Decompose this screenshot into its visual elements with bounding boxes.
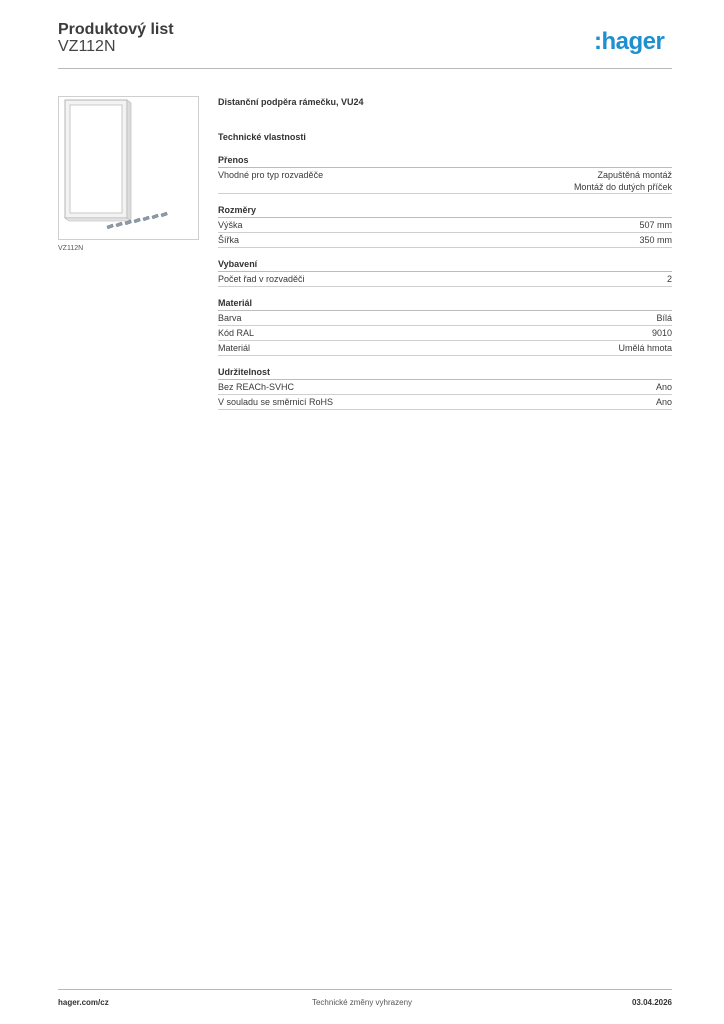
page-title: Produktový list bbox=[58, 21, 174, 38]
spec-row bbox=[218, 380, 672, 395]
spec-value: 350 mm bbox=[639, 235, 672, 245]
section-title: Udržitelnost bbox=[218, 366, 672, 380]
image-caption: VZ112N bbox=[58, 245, 84, 252]
section-title: Materiál bbox=[218, 297, 672, 311]
spec-value: 507 mm bbox=[639, 220, 672, 230]
footer-date: 03.04.2026 bbox=[631, 998, 672, 1007]
footer-divider bbox=[58, 989, 672, 990]
product-name: Distanční podpěra rámečku, VU24 bbox=[218, 97, 364, 107]
header-divider bbox=[58, 68, 672, 69]
spec-label: Počet řad v rozvaděči bbox=[218, 274, 305, 284]
section-title: Rozměry bbox=[218, 204, 672, 218]
spec-section bbox=[218, 258, 672, 287]
section-title: Vybavení bbox=[218, 258, 672, 272]
spec-section bbox=[218, 154, 672, 194]
spec-label: Vhodné pro typ rozvaděče bbox=[218, 170, 324, 180]
spec-row bbox=[218, 218, 672, 233]
spec-value: Umělá hmota bbox=[618, 343, 672, 353]
spec-label: V souladu se směrnicí RoHS bbox=[218, 397, 334, 407]
footer-notice: Technické změny vyhrazeny bbox=[311, 998, 413, 1007]
specs-heading: Technické vlastnosti bbox=[218, 132, 306, 142]
spec-row bbox=[218, 272, 672, 287]
logo-text: :hager bbox=[594, 28, 665, 55]
spec-label: Šířka bbox=[218, 235, 240, 245]
spec-section bbox=[218, 366, 672, 410]
spec-row bbox=[218, 326, 672, 341]
spec-value: 9010 bbox=[651, 328, 672, 338]
spec-row bbox=[218, 168, 672, 194]
spec-row bbox=[218, 233, 672, 248]
product-code: VZ112N bbox=[58, 38, 116, 55]
spec-label: Výška bbox=[218, 220, 243, 230]
spec-label: Kód RAL bbox=[218, 328, 255, 338]
spec-value: 2 bbox=[666, 274, 672, 284]
spec-value: Ano bbox=[655, 382, 672, 392]
spec-value: Bílá bbox=[656, 313, 672, 323]
frame-illustration bbox=[59, 97, 198, 239]
spec-section bbox=[218, 204, 672, 248]
footer-website: hager.com/cz bbox=[58, 998, 109, 1007]
spec-sheet bbox=[218, 95, 672, 410]
spec-row bbox=[218, 311, 672, 326]
spec-label: Materiál bbox=[218, 343, 251, 353]
spec-section bbox=[218, 297, 672, 356]
hager-logo bbox=[594, 28, 674, 56]
spec-value: Zapuštěná montáž Montáž do dutých příček bbox=[573, 170, 672, 192]
spec-label: Bez REACh-SVHC bbox=[218, 382, 295, 392]
spec-row bbox=[218, 395, 672, 410]
spec-label: Barva bbox=[218, 313, 242, 323]
spec-value: Ano bbox=[655, 397, 672, 407]
spec-row bbox=[218, 341, 672, 356]
product-image bbox=[58, 96, 199, 240]
section-title: Přenos bbox=[218, 154, 672, 168]
